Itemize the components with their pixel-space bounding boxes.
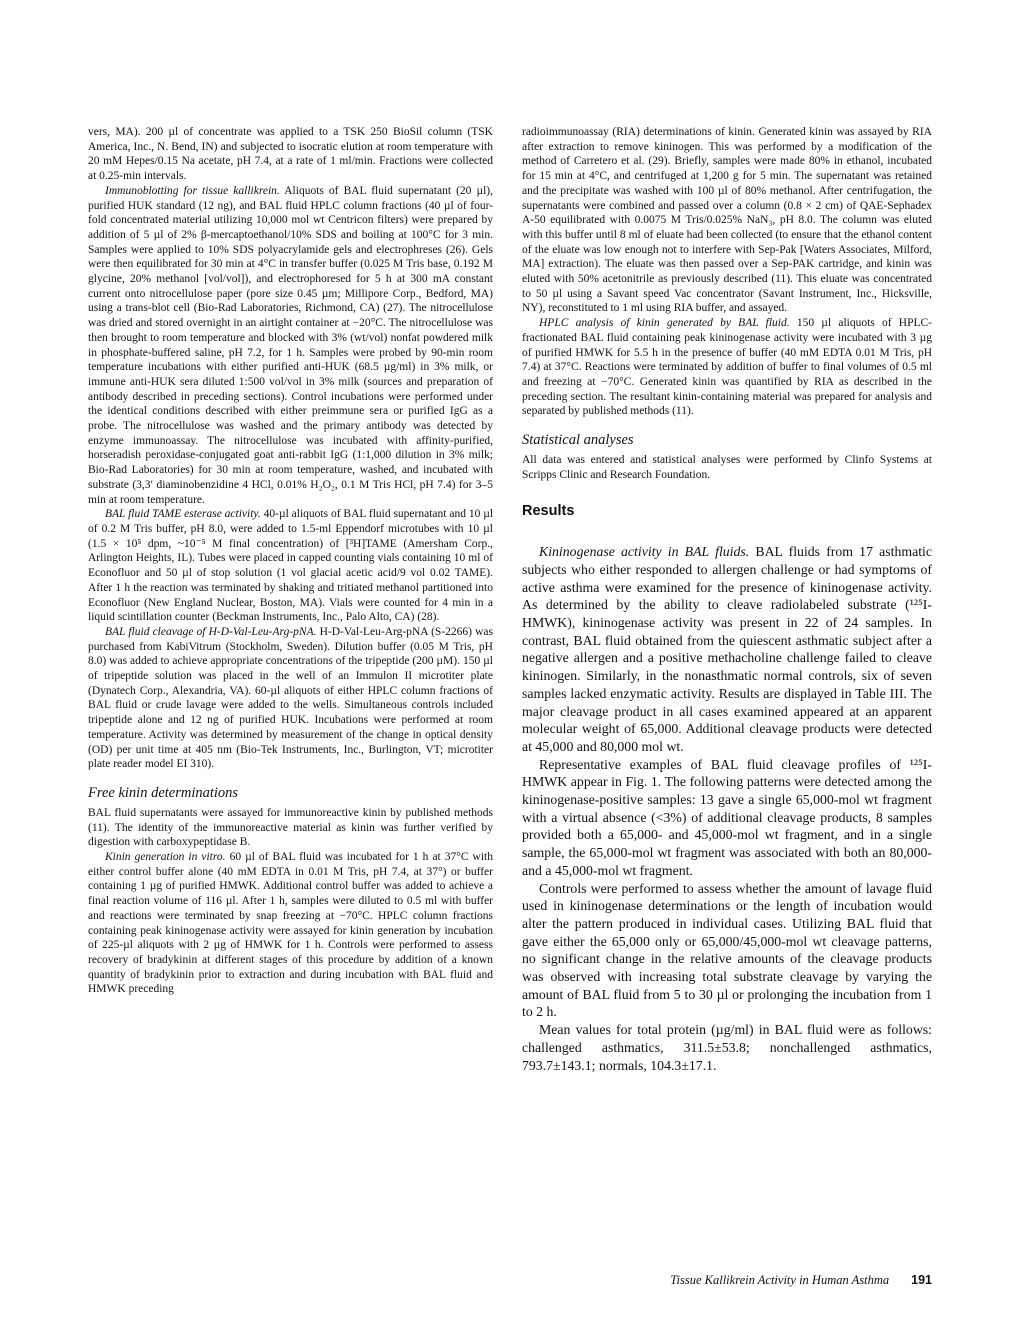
paragraph: Mean values for total protein (µg/ml) in BAL fluid were as follows: challenged asthmatics, 311.5±53.8; nonchallenged asthmatics, 793.7±143.1; normals, 104.3±17.1. <box>522 1022 932 1073</box>
paragraph: Immunoblotting for tissue kallikrein. Aliquots of BAL fluid supernatant (20 µl), purified HUK standard (12 ng), and BAL fluid HPLC column fractions (40 µl of four-fold concentrated material utilizing 10,000 mol wt Centricon filters) were prepared by addition of 5 µl of 2% β-mercaptoethanol/10% SDS and boiling at 100°C for 3 min. Samples were applied to 10% SDS polyacrylamide gels and electrophreses (26). Gels were then equilibrated for 30 min at 4°C in transfer buffer (0.025 M Tris base, 0.192 M glycine, 20% methanol [vol/vol]), and electrophoresed for 5 h at 300 mA constant current onto nitrocellulose paper (pore size 0.45 µm; Millipore Corp., Bedford, MA) using a trans-blot cell (Bio-Rad Laboratories, Richmond, CA) (27). The nitrocellulose was dried and stored overnight in an airtight container at −20°C. The nitrocellulose was then brought to room temperature and blocked with 3% (wt/vol) nonfat powdered milk in phosphate-buffered saline, pH 7.2, for 1 h. Samples were probed by 90-min room temperature incubations with either purified anti-HUK (68.5 µg/ml) in 3% milk, or immune anti-HUK sera diluted 1:500 vol/vol in 3% milk (sources and preparation of antibody described in preceding sections). Control incubations were performed under the identical conditions described with either preimmune sera or purified IgG as a probe. The nitrocellulose was washed and the primary antibody was detected by enzyme immunoassay. The nitrocellulose was incubated with affinity-purified, horseradish peroxidase-conjugated goat anti-rabbit IgG (1:1,000 dilution in 3% milk; Bio-Rad Laboratories) for 30 min at room temperature, washed, and incubated with substrate (3,3′ diaminobenzidine 4 HCl, 0.01% H₂O₂, 0.1 M Tris HCl, pH 7.4) for 3–5 min at room temperature. <box>88 184 493 506</box>
paragraph: BAL fluid supernatants were assayed for immunoreactive kinin by published methods (11). The identity of the immunoreactive material as kinin was further verified by digestion with carboxypeptidase B. <box>88 806 493 849</box>
page-footer <box>600 1273 932 1288</box>
paragraph: Kininogenase activity in BAL fluids. BAL fluids from 17 asthmatic subjects who either responded to allergen challenge or had symptoms of active asthma were examined for the presence of kininogenase activity. As determined by the ability to cleave radiolabeled substrate (¹²⁵I-HMWK), kininogenase activity was present in 22 of 24 samples. In contrast, BAL fluid obtained from the quiescent asthmatic subject after a negative allergen and a positive methacholine challenge failed to cleave kininogen. Similarly, in the nonasthmatic normal controls, six of seven samples lacked enzymatic activity. Results are displayed in Table III. The major cleavage product in all cases examined appeared at an apparent molecular weight of 65,000. Additional cleavage products were detected at 45,000 and 80,000 mol wt. <box>522 544 932 754</box>
section-heading: Free kinin determinations <box>88 784 239 801</box>
paragraph: Controls were performed to assess whether the amount of lavage fluid used in kininogenase determinations or the length of incubation would alter the pattern produced in individual cases. Utilizing BAL fluid that gave either the 65,000 only or 65,000/45,000-mol wt cleavage patterns, no significant change in the relative amounts of the cleavage products was observed with increasing total substrate cleavage by varying the amount of BAL fluid from 5 to 30 µl or prolonging the incubation from 1 to 2 h. <box>522 880 932 1020</box>
paragraph: vers, MA). 200 µl of concentrate was applied to a TSK 250 BioSil column (TSK America, Inc., N. Bend, IN) and subjected to isocratic elution at room temperature with 20 mM Hepes/0.15 Na acetate, pH 7.4, at a rate of 1 ml/min. Fractions were collected at 0.25-min intervals. <box>88 126 493 183</box>
page-number: 191 <box>911 1273 932 1287</box>
paragraph: Representative examples of BAL fluid cleavage profiles of ¹²⁵I-HMWK appear in Fig. 1. The following patterns were detected among the kininogenase-positive samples: 13 gave a single 65,000-mol wt fragment with a virtual absence (<3%) of additional cleavage products, 8 samples provided both a 65,000- and 45,000-mol wt fragment, and in a single sample, the 65,000-mol wt fragment was associated with both an 80,000- and a 45,000-mol wt fragment. <box>522 756 932 878</box>
run-in-heading: Immunoblotting for tissue kallikrein. <box>105 184 280 197</box>
left-column <box>88 125 493 997</box>
results-heading: Results <box>522 503 575 520</box>
results-body <box>522 543 932 1074</box>
paragraph: BAL fluid TAME esterase activity. 40-µl aliquots of BAL fluid supernatant and 10 µl of 0.2 M Tris buffer, pH 8.0, were added to 1.5-ml Eppendorf microtubes with 10 µl (1.5 × 10⁵ dpm, ~10⁻⁵ M final concentration) of [³H]TAME (Amersham Corp., Arlington Heights, IL). Tubes were placed in capped counting vials containing 10 ml of Econofluor and 50 µl of stop solution (1 vol glacial acetic acid/9 vol 0.02 TAME). After 1 h the reaction was terminated by shaking and tritiated methanol partitioned into Econofluor (New England Nuclear, Boston, MA). Vials were counted for 4 min in a liquid scintillation counter (Beckman Instruments, Inc., Palo Alto, CA) (28). <box>88 508 494 624</box>
paragraph: All data was entered and statistical analyses were performed by Clinfo Systems at Scripps Clinic and Research Foundation. <box>522 454 932 481</box>
run-in-heading: Kinin generation in vitro. <box>105 851 226 864</box>
paragraph: Kinin generation in vitro. 60 µl of BAL fluid was incubated for 1 h at 37°C with either control buffer alone (40 mM EDTA in 0.01 M Tris, pH 7.4, at 37°) or buffer containing 1 µg of purified HMWK. Additional control buffer was added to achieve a final reaction volume of 116 µl. After 1 h, samples were diluted to 0.5 ml with buffer and reactions were terminated by snap freezing at −70°C. HPLC column fractions containing peak kininogenase activity were assayed for kinin generation by incubation of 225-µl aliquots with 2 µg of HMWK for 1 h. Controls were performed to assess recovery of bradykinin at different stages of this procedure by addition of a known quantity of bradykinin prior to extraction and during incubation with BAL fluid and HMWK preceding <box>88 851 493 996</box>
run-in-heading: BAL fluid cleavage of H-D-Val-Leu-Arg-pNA. <box>105 625 317 638</box>
right-column <box>522 125 932 1074</box>
run-in-heading: Kininogenase activity in BAL fluids. <box>539 544 750 560</box>
section-heading: Statistical analyses <box>522 432 634 449</box>
run-in-heading: BAL fluid TAME esterase activity. <box>105 508 261 521</box>
running-title: Tissue Kallikrein Activity in Human Asthma <box>670 1273 890 1287</box>
paragraph: BAL fluid cleavage of H-D-Val-Leu-Arg-pNA. H-D-Val-Leu-Arg-pNA (S-2266) was purchased from KabiVitrum (Stockholm, Sweden). Dilution buffer (0.05 M Tris, pH 8.0) was added to achieve appropriate concentrations of the tripeptide (200 µM). 150 µl of tripeptide solution was placed in the well of an Immulon II microtiter plate (Dynatech Corp., Alexandria, VA). 60-µl aliquots of either HPLC column fractions of BAL fluid or crude lavage were added to the wells. Simultaneous controls included tripeptide alone and 12 ng of purified HUK. Incubations were performed at room temperature. Activity was determined by measurement of the change in optical density (OD) per unit time at 405 nm (Bio-Tek Instruments, Inc., Burlington, VT; microtiter plate reader model EI 310). <box>88 625 493 771</box>
paragraph: HPLC analysis of kinin generated by BAL fluid. 150 µl aliquots of HPLC-fractionated BAL fluid containing peak kininogenase activity were incubated with 3 µg of purified HMWK for 5.5 h in the presence of buffer (40 mM EDTA 0.01 M Tris, pH 7.4) at 37°C. Reactions were terminated by addition of buffer to final volumes of 0.5 ml and freezing at −70°C. Generated kinin was quantified by RIA as described in the preceding section. The resultant kinin-containing material was prepared for analysis and separated by published methods (11). <box>522 317 932 418</box>
run-in-heading: HPLC analysis of kinin generated by BAL fluid. <box>539 317 790 330</box>
paragraph: radioimmunoassay (RIA) determinations of kinin. Generated kinin was assayed by RIA after extraction to remove kininogen. This was performed by a modification of the method of Carretero et al. (29). Briefly, samples were made 80% in ethanol, incubated for 15 min at 4°C, and centrifuged at 1,200 g for 5 min. The supernatant was retained and the precipitate was washed with 100 µl of 80% methanol. After centrifugation, the supernatants were combined and passed over a column (0.8 × 2 cm) of QAE-Sephadex A-50 equilibrated with 0.0075 M Tris/0.025% NaN₃, pH 8.0. The column was eluted with this buffer until 8 ml of eluate had been collected (to ensure that the ethanol content of the eluate was low enough not to interfere with Sep-Pak [Waters Associates, Milford, MA] extraction). The eluate was then passed over a Sep-PAK cartridge, and kinin was eluted with 50% acetonitrile as previously described (11). This eluate was concentrated to 50 µl using a Savant speed Vac concentrator (Savant Instrument, Inc., Hicksville, NY), reconstituted to 1 ml using RIA buffer, and assayed. <box>522 126 932 315</box>
